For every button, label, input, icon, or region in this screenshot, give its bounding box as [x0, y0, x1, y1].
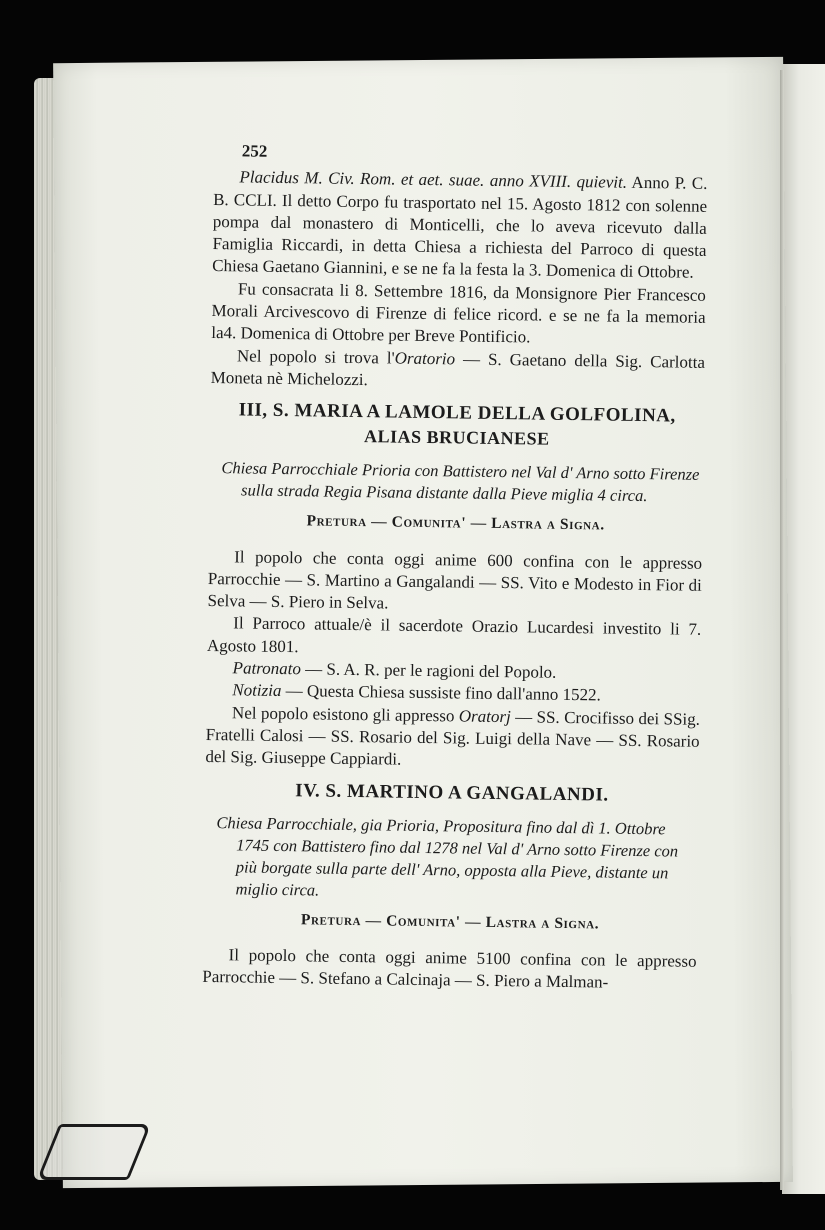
- section-heading-3: [210, 397, 705, 454]
- paragraph-text: — S. A. R. per le ragioni del Popolo.: [300, 659, 557, 682]
- label-notizia: Notizia: [232, 680, 282, 701]
- heading-line: III, S. MARIA A LAMOLE DELLA GOLFOLINA,: [238, 399, 676, 427]
- paragraph-text: — Questa Chiesa sussiste fino dall'anno 1522.: [281, 681, 601, 705]
- paragraph-placidus: [212, 166, 708, 284]
- paragraph-text: Fu consacrata li 8. Settembre 1816, da Monsignore Pier Francesco Morali Arcivescovo di Firenze di felice ricord. e se ne fa la memoria la4. Domenica di Ottobre per Breve Pontificio.: [211, 279, 707, 347]
- paragraph-text: Anno P. C. B. CCLI. Il detto Corpo fu trasportato nel 15. Agosto 1812 con solenne pompa dal monastero di Monticelli, che lo aveva ricevuto dalla Famiglia Riccardi, in detta Chiesa a richiesta del Parroco di questa Chiesa Gaetano Giannini, e se ne fa la festa la 3. Domenica di Ottobre.: [212, 173, 708, 283]
- page-fold: [780, 70, 784, 1190]
- paragraph-lead: Nel popolo esistono gli appresso: [231, 702, 459, 726]
- italic-term: Oratorio: [394, 348, 456, 369]
- paragraph-consecration: [211, 278, 706, 352]
- jurisdiction-line: Pretura — Comunita' — Lastra a Signa.: [306, 512, 605, 534]
- paragraph-population: Il popolo che conta oggi anime 5100 confina con le appresso Parrocchie — S. Stefano a Calcinaja — S. Piero a Malman-: [202, 945, 697, 992]
- paragraph-oratorio: [211, 345, 706, 396]
- heading-subline: ALIAS BRUCIANESE: [363, 426, 550, 449]
- section-heading-4: IV. S. MARTINO A GANGALANDI.: [295, 779, 609, 806]
- church-description: Chiesa Parrocchiale, gia Prioria, Propositura fino dal dì 1. Ottobre 1745 con Battistero fino dal 1278 nel Val d' Arno sotto Firenze con più borgate sulla parte dell' Arno, opposta alla Pieve, distante un miglio circa.: [216, 812, 679, 900]
- paragraph-oratorj: [205, 702, 700, 776]
- label-patronato: Patronato: [232, 658, 302, 679]
- paragraph-lead: Nel popolo si trova l': [236, 346, 395, 368]
- paragraph-parroco: Il Parroco attuale/è il sacerdote Orazio Lucardesi investito li 7. Agosto 1801.: [206, 613, 702, 656]
- page-text: [202, 140, 708, 995]
- italic-term: Oratorj: [458, 706, 511, 726]
- church-description: Chiesa Parrocchiale Prioria con Battistero nel Val d' Arno sotto Firenze sulla strada Regia Pisana distante dalla Pieve miglia 4 circa.: [221, 458, 700, 506]
- paragraph-text: — S. Gaetano della Sig. Carlotta Moneta nè Michelozzi.: [210, 349, 706, 390]
- paragraph-text: — SS. Crocifisso dei SSig. Fratelli Calosi — SS. Rosario del Sig. Luigi della Nave — SS. Rosario del Sig. Giuseppe Cappiardi.: [205, 706, 701, 769]
- page-number: 252: [241, 141, 268, 161]
- latin-inscription: Placidus M. Civ. Rom. et aet. suae. anno XVIII. quievit.: [239, 167, 628, 193]
- paragraph-population: Il popolo che conta oggi anime 600 confina con le appresso Parrocchie — S. Martino a Gangalandi — SS. Vito e Modesto in Fior di Selva — S. Piero in Selva.: [207, 546, 703, 613]
- jurisdiction-line: Pretura — Comunita' — Lastra a Signa.: [300, 910, 600, 932]
